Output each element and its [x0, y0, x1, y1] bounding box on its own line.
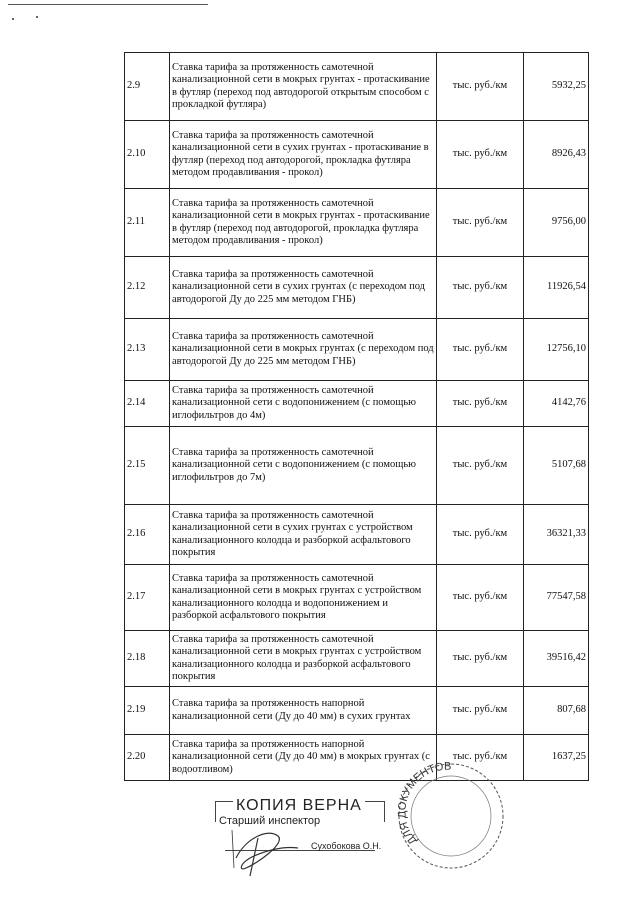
row-description: Ставка тарифа за протяженность напорной канализационной сети (Ду до 40 мм) в сухих грунтах [170, 687, 437, 735]
svg-text:ДЛЯ ДОКУМЕНТОВ [394, 756, 477, 847]
row-description: Ставка тарифа за протяженность самотечной канализационной сети в сухих грунтах (с переходом под автодорогой Ду до 225 мм методом ГНБ) [170, 257, 437, 319]
seal-text: ДЛЯ ДОКУМЕНТОВ [396, 760, 452, 847]
row-number: 2.16 [125, 505, 170, 565]
row-description: Ставка тарифа за протяженность самотечной канализационной сети в мокрых грунтах с устройством канализационного колодца и водопонижением и разборкой асфальтового покрытия [170, 565, 437, 631]
row-description: Ставка тарифа за протяженность самотечной канализационной сети в сухих грунтах с устройством канализационного колодца и разборкой асфальтового покрытия [170, 505, 437, 565]
row-unit: тыс. руб./км [437, 687, 524, 735]
table-row [125, 121, 589, 189]
stamp-name: Сухобокова О.Н. [311, 841, 382, 851]
scan-speck [36, 16, 38, 18]
round-seal [394, 756, 509, 871]
row-unit: тыс. руб./км [437, 565, 524, 631]
row-unit: тыс. руб./км [437, 319, 524, 381]
row-number: 2.15 [125, 427, 170, 505]
row-number: 2.11 [125, 189, 170, 257]
table-row [125, 427, 589, 505]
table-row [125, 53, 589, 121]
stamp-title: КОПИЯ ВЕРНА [233, 797, 365, 815]
table-row [125, 687, 589, 735]
scan-speck [12, 18, 14, 20]
row-value: 8926,43 [524, 121, 589, 189]
table-row [125, 189, 589, 257]
table-row [125, 505, 589, 565]
row-description: Ставка тарифа за протяженность самотечной канализационной сети с водопонижением (с помощью иглофильтров до 4м) [170, 381, 437, 427]
tariff-table-body [125, 53, 589, 781]
row-description: Ставка тарифа за протяженность самотечной канализационной сети в мокрых грунтах с устройством канализационного колодца и разборкой асфальтового покрытия [170, 631, 437, 687]
table-row [125, 631, 589, 687]
row-unit: тыс. руб./км [437, 257, 524, 319]
table-row [125, 735, 589, 781]
row-number: 2.14 [125, 381, 170, 427]
row-number: 2.19 [125, 687, 170, 735]
table-row [125, 565, 589, 631]
row-description: Ставка тарифа за протяженность напорной канализационной сети (Ду до 40 мм) в мокрых грунтах (с водоотливом) [170, 735, 437, 781]
row-value: 4142,76 [524, 381, 589, 427]
row-number: 2.17 [125, 565, 170, 631]
stamp-role: Старший инспектор [219, 815, 321, 827]
row-number: 2.12 [125, 257, 170, 319]
header-rule [8, 4, 208, 5]
row-description: Ставка тарифа за протяженность самотечной канализационной сети в сухих грунтах - протаскивание в футляр (переход под автодорогой, прокладка футляра методом продавливания - прокол) [170, 121, 437, 189]
tariff-table [124, 52, 589, 781]
table-row [125, 381, 589, 427]
row-value: 807,68 [524, 687, 589, 735]
row-unit: тыс. руб./км [437, 735, 524, 781]
row-number: 2.9 [125, 53, 170, 121]
row-value: 36321,33 [524, 505, 589, 565]
row-unit: тыс. руб./км [437, 631, 524, 687]
row-description: Ставка тарифа за протяженность самотечной канализационной сети с водопонижением (с помощью иглофильтров до 7м) [170, 427, 437, 505]
row-value: 12756,10 [524, 319, 589, 381]
row-value: 77547,58 [524, 565, 589, 631]
handwritten-signature [228, 818, 318, 878]
row-description: Ставка тарифа за протяженность самотечной канализационной сети в мокрых грунтах (с переходом под автодорогой Ду до 225 мм методом ГНБ) [170, 319, 437, 381]
row-number: 2.20 [125, 735, 170, 781]
row-value: 39516,42 [524, 631, 589, 687]
row-unit: тыс. руб./км [437, 121, 524, 189]
row-description: Ставка тарифа за протяженность самотечной канализационной сети в мокрых грунтах - протаскивание в футляр (переход под автодорогой, прокладка футляра методом продавливания - прокол) [170, 189, 437, 257]
row-unit: тыс. руб./км [437, 505, 524, 565]
row-value: 5107,68 [524, 427, 589, 505]
row-unit: тыс. руб./км [437, 381, 524, 427]
table-row [125, 319, 589, 381]
row-number: 2.18 [125, 631, 170, 687]
row-value: 5932,25 [524, 53, 589, 121]
row-value: 11926,54 [524, 257, 589, 319]
row-unit: тыс. руб./км [437, 189, 524, 257]
row-description: Ставка тарифа за протяженность самотечной канализационной сети в мокрых грунтах - протаскивание в футляр (переход под автодорогой открытым способом с прокладкой футляра) [170, 53, 437, 121]
table-row [125, 257, 589, 319]
row-number: 2.10 [125, 121, 170, 189]
row-value: 1637,25 [524, 735, 589, 781]
row-value: 9756,00 [524, 189, 589, 257]
row-number: 2.13 [125, 319, 170, 381]
row-unit: тыс. руб./км [437, 53, 524, 121]
row-unit: тыс. руб./км [437, 427, 524, 505]
